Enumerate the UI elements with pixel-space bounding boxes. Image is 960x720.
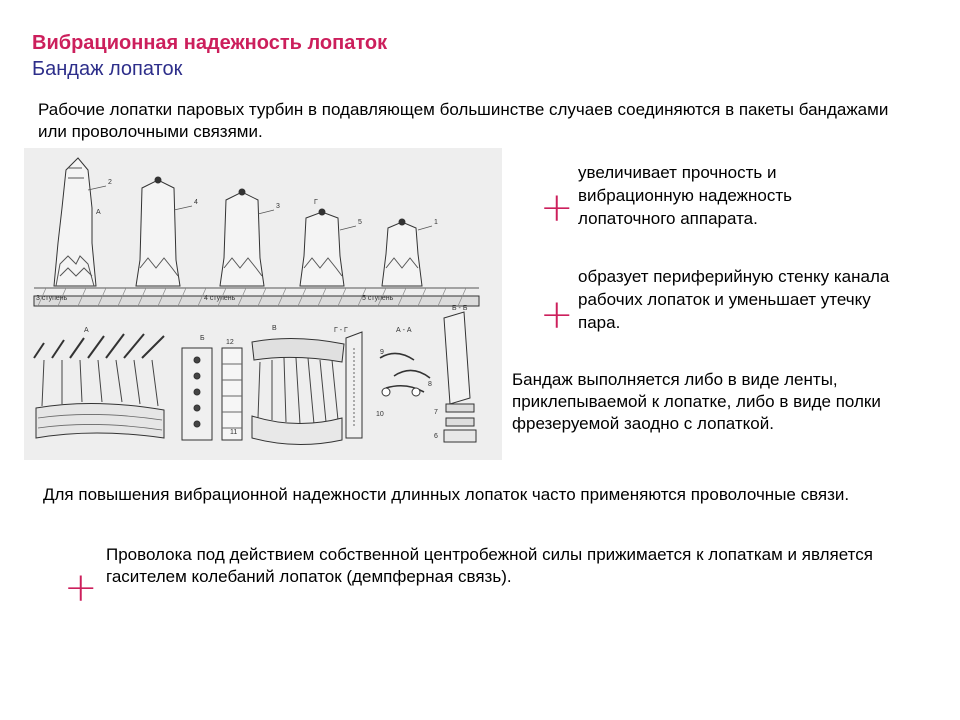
label-gg: Г - Г [334, 327, 348, 334]
label-stage5: 5 ступень [362, 295, 394, 302]
label-n1: 1 [434, 219, 438, 226]
label-aa: А - А [396, 327, 412, 334]
label-n12: 12 [226, 339, 234, 346]
slide-title: Вибрационная надежность лопаток [32, 32, 388, 54]
label-n9: 9 [380, 349, 384, 356]
plus-icon: + [540, 185, 574, 231]
label-stage3: 3 ступень [36, 295, 68, 302]
label-n11: 11 [230, 429, 238, 436]
wire-note: Для повышения вибрационной надежности длинных лопаток часто применяются проволочные связи. [43, 485, 850, 504]
plus-icon: + [64, 565, 98, 611]
label-n4: 4 [194, 199, 198, 206]
blade-row-top [34, 158, 479, 306]
label-v: В [272, 325, 277, 332]
label-bb: Б - Б [452, 305, 468, 312]
label-a2: А [84, 327, 89, 334]
label-g: Г [314, 199, 318, 206]
benefit-strength: увеличивает прочность и вибрационную надежность лопаточного аппарата. [578, 163, 792, 228]
benefit-leakage: образует периферийную стенку канала рабочих лопаток и уменьшает утечку пара. [578, 267, 890, 332]
label-a: А [96, 209, 101, 216]
intro-text: Рабочие лопатки паровых турбин в подавляющем большинстве случаев соединяются в пакеты бандажами или проволочными связями. [38, 100, 889, 141]
bandage-note: Бандаж выполняется либо в виде ленты, приклепываемой к лопатке, либо в виде полки фрезеруемой заодно с лопаткой. [512, 370, 881, 433]
label-n8: 8 [428, 381, 432, 388]
slide-subtitle: Бандаж лопаток [32, 58, 183, 80]
label-n6: 6 [434, 433, 438, 440]
label-n3: 3 [276, 203, 280, 210]
label-n5: 5 [358, 219, 362, 226]
label-n2: 2 [108, 179, 112, 186]
label-n10: 10 [376, 411, 384, 418]
label-stage4: 4 ступень [204, 295, 236, 302]
label-n7: 7 [434, 409, 438, 416]
blade-bandage-drawing [24, 148, 502, 460]
wire-benefit: Проволока под действием собственной центробежной силы прижимается к лопаткам и является гасителем колебаний лопаток (демпферная связь). [106, 545, 873, 586]
plus-icon: + [540, 292, 574, 338]
label-b: Б [200, 335, 205, 342]
